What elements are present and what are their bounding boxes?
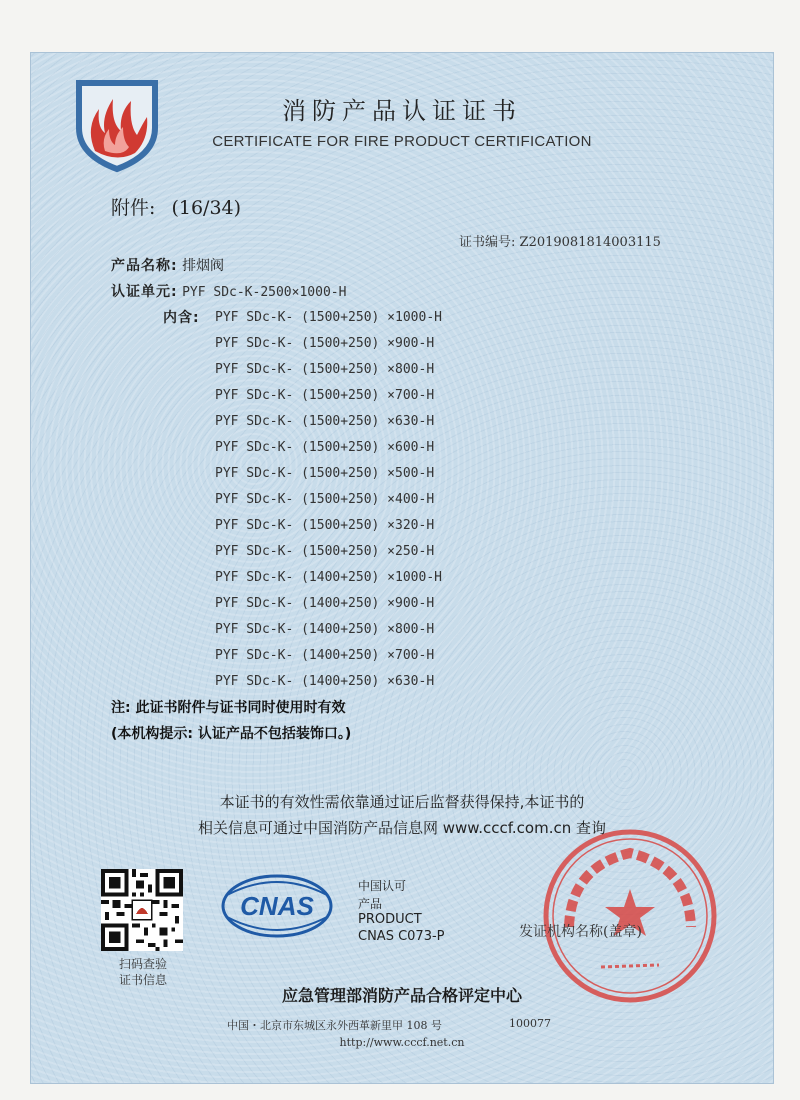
model-item: PYF SDc-K- (1500+250) ×700-H — [215, 388, 435, 403]
cnas-line2: 产品 — [358, 897, 383, 911]
product-name-label: 产品名称: — [111, 258, 178, 274]
cnas-line1: 中国认可 — [358, 879, 407, 893]
model-item: PYF SDc-K- (1500+250) ×600-H — [215, 440, 435, 455]
certificate-number — [459, 231, 661, 250]
model-item: PYF SDc-K- (1500+250) ×250-H — [215, 544, 435, 559]
product-name-row — [111, 255, 224, 275]
model-item: PYF SDc-K- (1400+250) ×1000-H — [215, 570, 442, 585]
certification-unit-row — [111, 281, 346, 301]
qr-code-icon[interactable] — [101, 869, 183, 951]
issuer-website[interactable]: http://www.cccf.net.cn — [339, 1036, 465, 1049]
certificate-sheet — [30, 52, 774, 1084]
cnas-line3: PRODUCT — [358, 912, 422, 927]
cnas-logo-icon — [217, 873, 337, 939]
model-item: PYF SDc-K- (1400+250) ×630-H — [215, 674, 435, 689]
model-item: PYF SDc-K- (1500+250) ×800-H — [215, 362, 435, 377]
attachment-value: (16/34) — [171, 197, 242, 219]
model-item: PYF SDc-K- (1500+250) ×500-H — [215, 466, 435, 481]
certification-unit-value: PYF SDc-K-2500×1000-H — [182, 285, 347, 300]
official-seal-icon — [541, 827, 719, 1005]
cnas-logo-text: CNAS — [240, 891, 314, 921]
model-item: PYF SDc-K- (1500+250) ×900-H — [215, 336, 435, 351]
product-name-value: 排烟阀 — [182, 258, 225, 274]
issuing-center-name: 应急管理部消防产品合格评定中心 — [281, 986, 522, 1005]
model-item: PYF SDc-K- (1400+250) ×900-H — [215, 596, 435, 611]
model-item: PYF SDc-K- (1400+250) ×800-H — [215, 622, 435, 637]
includes-label: 内含: — [163, 310, 200, 326]
note-institution-tip: (本机构提示: 认证产品不包括装饰口。) — [111, 726, 352, 742]
qr-label-line1: 扫码查验 — [118, 957, 167, 971]
issuer-address: 中国・北京市东城区永外西革新里甲 108 号 — [227, 1019, 442, 1032]
model-item: PYF SDc-K- (1500+250) ×400-H — [215, 492, 435, 507]
validity-statement-line1: 本证书的有效性需依靠通过证后监督获得保持,本证书的 — [219, 793, 585, 811]
title-english: CERTIFICATE FOR FIRE PRODUCT CERTIFICATION — [212, 133, 592, 150]
model-item: PYF SDc-K- (1500+250) ×630-H — [215, 414, 435, 429]
qr-label-line2: 证书信息 — [118, 973, 167, 987]
attachment-number — [111, 193, 241, 220]
model-item: PYF SDc-K- (1500+250) ×1000-H — [215, 310, 442, 325]
issuer-label: 发证机构名称(盖章) — [519, 924, 642, 940]
includes-label-row — [163, 307, 200, 327]
included-models-list — [215, 308, 442, 698]
model-item: PYF SDc-K- (1400+250) ×700-H — [215, 648, 435, 663]
cnas-line4: CNAS C073-P — [358, 929, 445, 944]
validity-statement-line2: 相关信息可通过中国消防产品信息网 www.cccf.com.cn 查询 — [198, 819, 606, 837]
certificate-number-value: Z2019081814003115 — [519, 235, 661, 250]
attachment-label: 附件: — [111, 197, 156, 219]
title-chinese: 消防产品认证证书 — [282, 97, 522, 125]
model-item: PYF SDc-K- (1500+250) ×320-H — [215, 518, 435, 533]
certification-unit-label: 认证单元: — [111, 284, 178, 300]
note-validity-attachment: 注: 此证书附件与证书同时使用时有效 — [111, 700, 346, 716]
issuer-postcode: 100077 — [509, 1017, 551, 1030]
certificate-number-label: 证书编号: — [459, 235, 516, 250]
